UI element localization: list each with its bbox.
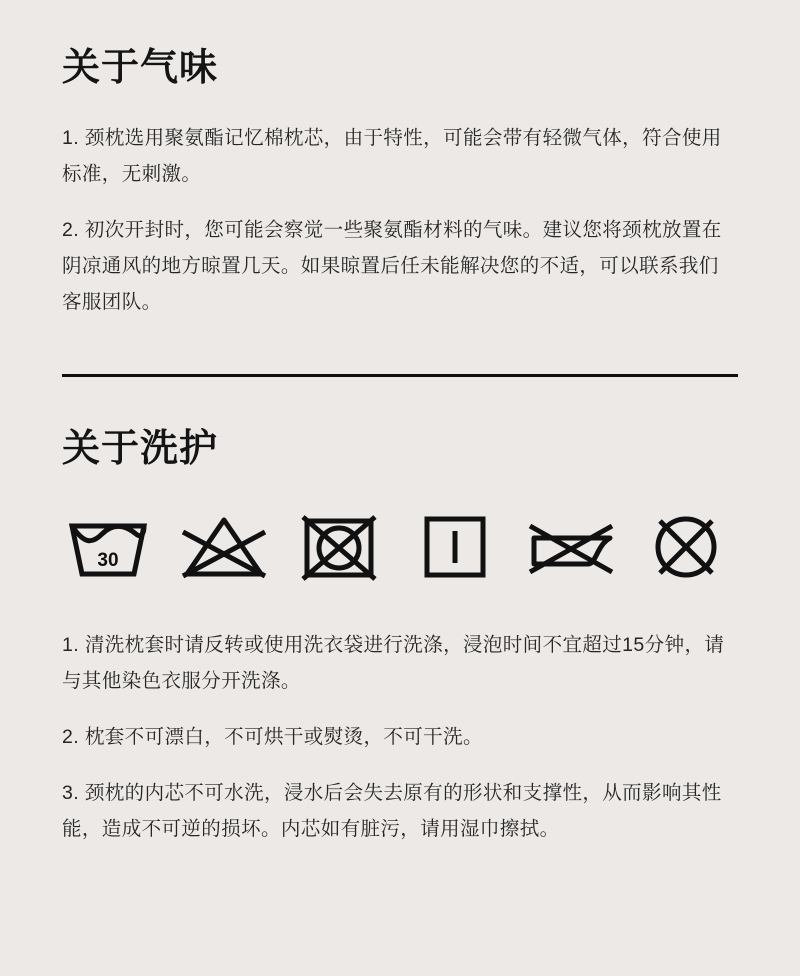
care-section-title: 关于洗护 — [62, 428, 219, 471]
odor-section-body — [62, 120, 738, 320]
odor-section-title: 关于气味 — [62, 47, 219, 89]
drip-dry-icon — [409, 507, 501, 587]
care-paragraph-1: 1. 清洗枕套时请反转或使用洗衣袋进行洗涤，浸泡时间不宜超过15分钟，请与其他染色衣服分开洗涤。 — [62, 633, 725, 692]
do-not-dry-clean-icon — [640, 507, 732, 587]
care-paragraph-3: 3. 颈枕的内芯不可水洗，浸水后会失去原有的形状和支撑性，从而影响其性能，造成不可逆的损坏。内芯如有脏污，请用湿巾擦拭。 — [62, 782, 722, 841]
care-paragraph-2: 2. 枕套不可漂白，不可烘干或熨烫，不可干洗。 — [62, 726, 483, 749]
section-divider — [62, 374, 738, 377]
wash-temperature-label: 30 — [97, 549, 119, 571]
odor-paragraph-2: 2. 初次开封时，您可能会察觉一些聚氨酯材料的气味。建议您将颈枕放置在阴凉通风的地方晾置几天。如果晾置后任未能解决您的不适，可以联系我们客服团队。 — [62, 218, 722, 314]
odor-paragraph-1: 1. 颈枕选用聚氨酯记忆棉枕芯，由于特性，可能会带有轻微气体，符合使用标准，无刺激。 — [62, 126, 722, 185]
do-not-tumble-dry-icon — [293, 507, 385, 587]
wash-30-icon — [62, 507, 154, 587]
do-not-iron-icon — [524, 507, 616, 587]
do-not-bleach-icon — [178, 507, 270, 587]
care-section-body — [62, 627, 738, 847]
care-symbol-row — [62, 507, 738, 587]
